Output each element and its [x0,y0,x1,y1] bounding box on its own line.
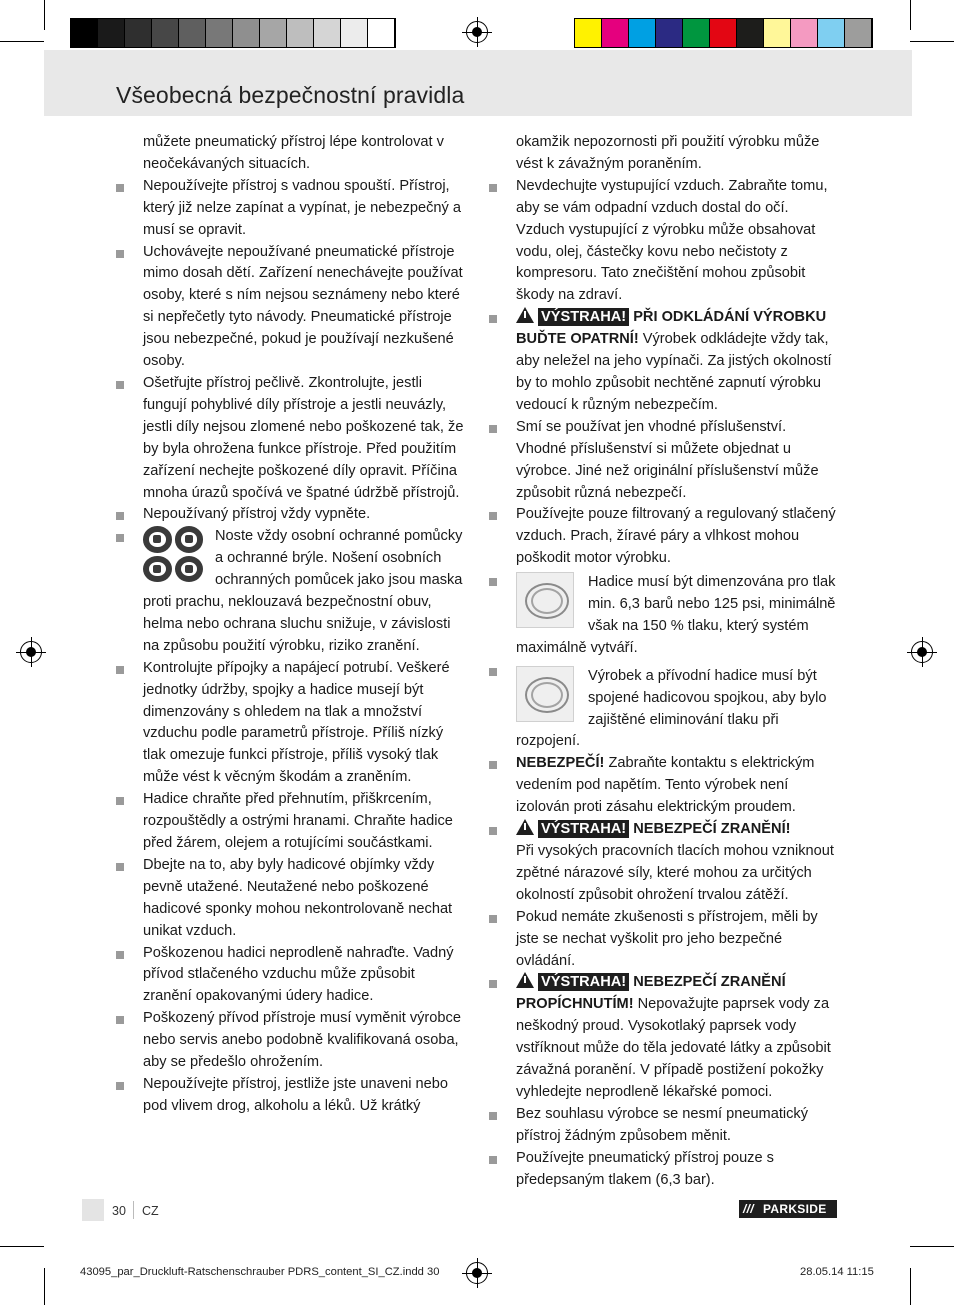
list-item: Dbejte na to, aby byly hadicové objímky vždy pevně utažené. Neutažené nebo poškozené hadicové sponky mohou nekontrolovaně nechat unikat vzduch. [116,855,466,943]
color-swatch [341,19,368,47]
list-item-warning: VÝSTRAHA! NEBEZPEČÍ ZRANĚNÍ PROPÍCHNUTÍM! Nepovažujte paprsek vody za neškodný proud. Vysokotlaký paprsek vody vstříknout může do těla jedovaté látky a způsobit závažná poranění. V případě postižení pokožky vyhledejte neprodleně lékařské pomoci. [489,972,839,1103]
crop-mark [910,41,954,42]
language-code: CZ [142,1204,159,1218]
color-swatch [98,19,125,47]
color-swatch [764,19,791,47]
warning-label: VÝSTRAHA! [538,973,629,991]
bullet-icon [489,668,497,676]
paragraph-continuation: můžete pneumatický přístroj lépe kontrolovat v neočekávaných situacích. [143,134,444,172]
color-swatch [233,19,260,47]
registration-mark-icon [911,641,933,663]
air-hose-icon [516,572,574,628]
color-swatch [737,19,764,47]
bullet-icon [489,315,497,323]
color-swatch [656,19,683,47]
bullet-icon [489,761,497,769]
list-item-danger: NEBEZPEČÍ! Zabraňte kontaktu s elektrickým vedením pod napětím. Tento výrobek není izolován proti zásahu elektrickým proudem. [489,753,839,819]
list-item: Nepoužívaný přístroj vždy vypněte. [116,504,466,526]
list-item-ppe: Noste vždy osobní ochranné pomůcky a ochranné brýle. Nošení osobních ochranných pomůcek jako jsou maska proti prachu, neklouzavá bezpečnostní obuv, helma nebo ochrana sluchu snižuje, v závislosti na způsobu použití výrobku, riziko zranění. [116,526,466,657]
bullet-icon [489,578,497,586]
list-item: Nevdechujte vystupující vzduch. Zabraňte tomu, aby se vám odpadní vzduch dostal do očí. Vzduch vystupující z výrobku může obsahovat vodu, olej, částečky kovu nebo nečistoty z kompresoru. Tato znečištění mohou způsobit škody na zdraví. [489,176,839,307]
crop-mark [910,1268,911,1305]
list-item: Hadice chraňte před přehnutím, přiškrcením, rozpouštědly a ostrými hranami. Chraňte hadice před žárem, olejem a rotujícími součástkami. [116,789,466,855]
bullet-icon [116,666,124,674]
color-swatch [368,19,395,47]
list-item: Nepoužívejte přístroj s vadnou spouští. Přístroj, který již nelze zapínat a vypínat, je nebezpečný a musí se opravit. [116,176,466,242]
crop-mark [44,1268,45,1305]
bullet-icon [489,512,497,520]
color-swatch [602,19,629,47]
paragraph-continuation: okamžik nepozornosti při použití výrobku může vést k závažným poraněním. [516,134,820,172]
color-swatch [314,19,341,47]
registration-mark-icon [466,1262,488,1284]
air-hose-icon [516,666,574,722]
bullet-icon [489,425,497,433]
color-swatch [710,19,737,47]
color-swatch [629,19,656,47]
crop-mark [44,0,45,30]
list-item: Používejte pouze filtrovaný a regulovaný stlačený vzduch. Prach, žíravé páry a vlhkost mohou poškodit motor výrobku. [489,504,839,570]
bullet-icon [116,797,124,805]
footer-divider [133,1201,134,1219]
warning-triangle-icon [516,307,534,323]
list-item: Poškozenou hadici neprodleně nahraďte. Vadný přívod stlačeného vzduchu může způsobit zranění opakovanými údery hadice. [116,943,466,1009]
crop-mark [0,41,44,42]
bullet-icon [489,915,497,923]
grayscale-calibration-bar [70,18,396,48]
list-item: Bez souhlasu výrobce se nesmí pneumatický přístroj žádným způsobem měnit. [489,1104,839,1148]
list-item: Nepoužívejte přístroj, jestliže jste unaveni nebo pod vlivem drog, alkoholu a léků. Už krátký [116,1074,466,1118]
color-swatch [71,19,98,47]
color-swatch [179,19,206,47]
warning-label: VÝSTRAHA! [538,820,629,838]
protective-equipment-icon [143,526,203,582]
color-swatch [287,19,314,47]
list-item: Pokud nemáte zkušenosti s přístrojem, měli by jste se nechat vyškolit pro jeho bezpečné ovládání. [489,907,839,973]
warning-label: VÝSTRAHA! [538,308,629,326]
list-item: Kontrolujte přípojky a napájecí potrubí. Veškeré jednotky údržby, spojky a hadice musejí být dimenzovány s ohledem na tlak a množství vzduchu podle parametrů přístroje. Příliš nízký tlak omezuje funkci přístroje, příliš vysoký tlak může vést k věcným škodám a zraněním. [116,658,466,789]
list-item: Ošetřujte přístroj pečlivě. Zkontrolujte, jestli fungují pohyblivé díly přístroje a jestli neuvázly, jestli díly nejsou zlomené nebo poškozené tak, že by byla ohrožena funkce přístroje. Před použitím zařízení nechejte poškozené díly opravit. Příčina mnoha úrazů spočívá ve špatné údržbě přístrojů. [116,373,466,504]
bullet-icon [116,184,124,192]
warning-triangle-icon [516,819,534,835]
bullet-icon [116,951,124,959]
right-column [489,132,839,1192]
list-item: Používejte pneumatický přístroj pouze s předepsaným tlakem (6,3 bar). [489,1148,839,1192]
color-calibration-bar [574,18,873,48]
print-date: 28.05.14 11:15 [800,1266,874,1278]
list-item-warning: VÝSTRAHA! PŘI ODKLÁDÁNÍ VÝROBKU BUĎTE OPATRNÍ! Výrobek odkládejte vždy tak, aby neležel na jeho vypínači. Za jistých okolností by to mohlo způsobit nechtěné zapnutí výrobku vedoucí k různým nebezpečím. [489,307,839,417]
list-item-warning: VÝSTRAHA! NEBEZPEČÍ ZRANĚNÍ! Při vysokých pracovních tlacích mohou vzniknout zpětné nárazové síly, které mohou za určitých okolností způsobit ohrožení trvalou zátěží. [489,819,839,907]
bullet-icon [116,1082,124,1090]
bullet-icon [489,184,497,192]
bullet-icon [489,827,497,835]
bullet-icon [489,1112,497,1120]
color-swatch [152,19,179,47]
page-title: Všeobecná bezpečnostní pravidla [116,82,465,108]
warning-triangle-icon [516,972,534,988]
registration-mark-icon [466,21,488,43]
list-item: Poškozený přívod přístroje musí vyměnit výrobce nebo servis anebo podobně kvalifikovaná osoba, aby se předešlo ohrožením. [116,1008,466,1074]
color-swatch [575,19,602,47]
page-number: 30 [112,1204,126,1218]
bullet-icon [116,250,124,258]
bullet-icon [116,1016,124,1024]
color-swatch [683,19,710,47]
color-swatch [818,19,845,47]
page-marker-box [82,1199,104,1221]
color-swatch [125,19,152,47]
bullet-icon [489,1156,497,1164]
list-item: Smí se používat jen vhodné příslušenství. Vhodné příslušenství si můžete objednat u výrobce. Jiné než originální příslušenství může způsobit různá nebezpečí. [489,417,839,505]
color-swatch [845,19,872,47]
list-item-hose: Výrobek a přívodní hadice musí být spojené hadicovou spojkou, aby bylo zajištěné eliminování tlaku při rozpojení. [489,660,839,754]
brand-logo: /// PARKSIDE [739,1200,837,1218]
color-swatch [260,19,287,47]
color-swatch [206,19,233,47]
file-info: 43095_par_Druckluft-Ratschenschrauber PDRS_content_SI_CZ.indd 30 [80,1266,440,1278]
bullet-icon [116,863,124,871]
crop-mark [910,1246,954,1247]
list-item: Uchovávejte nepoužívané pneumatické přístroje mimo dosah dětí. Zařízení nenechávejte používat osoby, které s ním nejsou seznámeny nebo které si nepřečetly tyto návody. Pneumatické přístroje jsou nebezpečné, pokud je používají nezkušené osoby. [116,242,466,373]
registration-mark-icon [20,641,42,663]
bullet-icon [116,381,124,389]
left-column [116,132,466,1118]
color-swatch [791,19,818,47]
list-item-hose: Hadice musí být dimenzována pro tlak min. 6,3 barů nebo 125 psi, minimálně však na 150 % tlaku, který systém maximálně vytváří. [489,570,839,660]
crop-mark [910,0,911,30]
bullet-icon [116,534,124,542]
bullet-icon [489,980,497,988]
crop-mark [0,1246,44,1247]
brand-slash-icon: /// [743,1202,754,1216]
bullet-icon [116,512,124,520]
